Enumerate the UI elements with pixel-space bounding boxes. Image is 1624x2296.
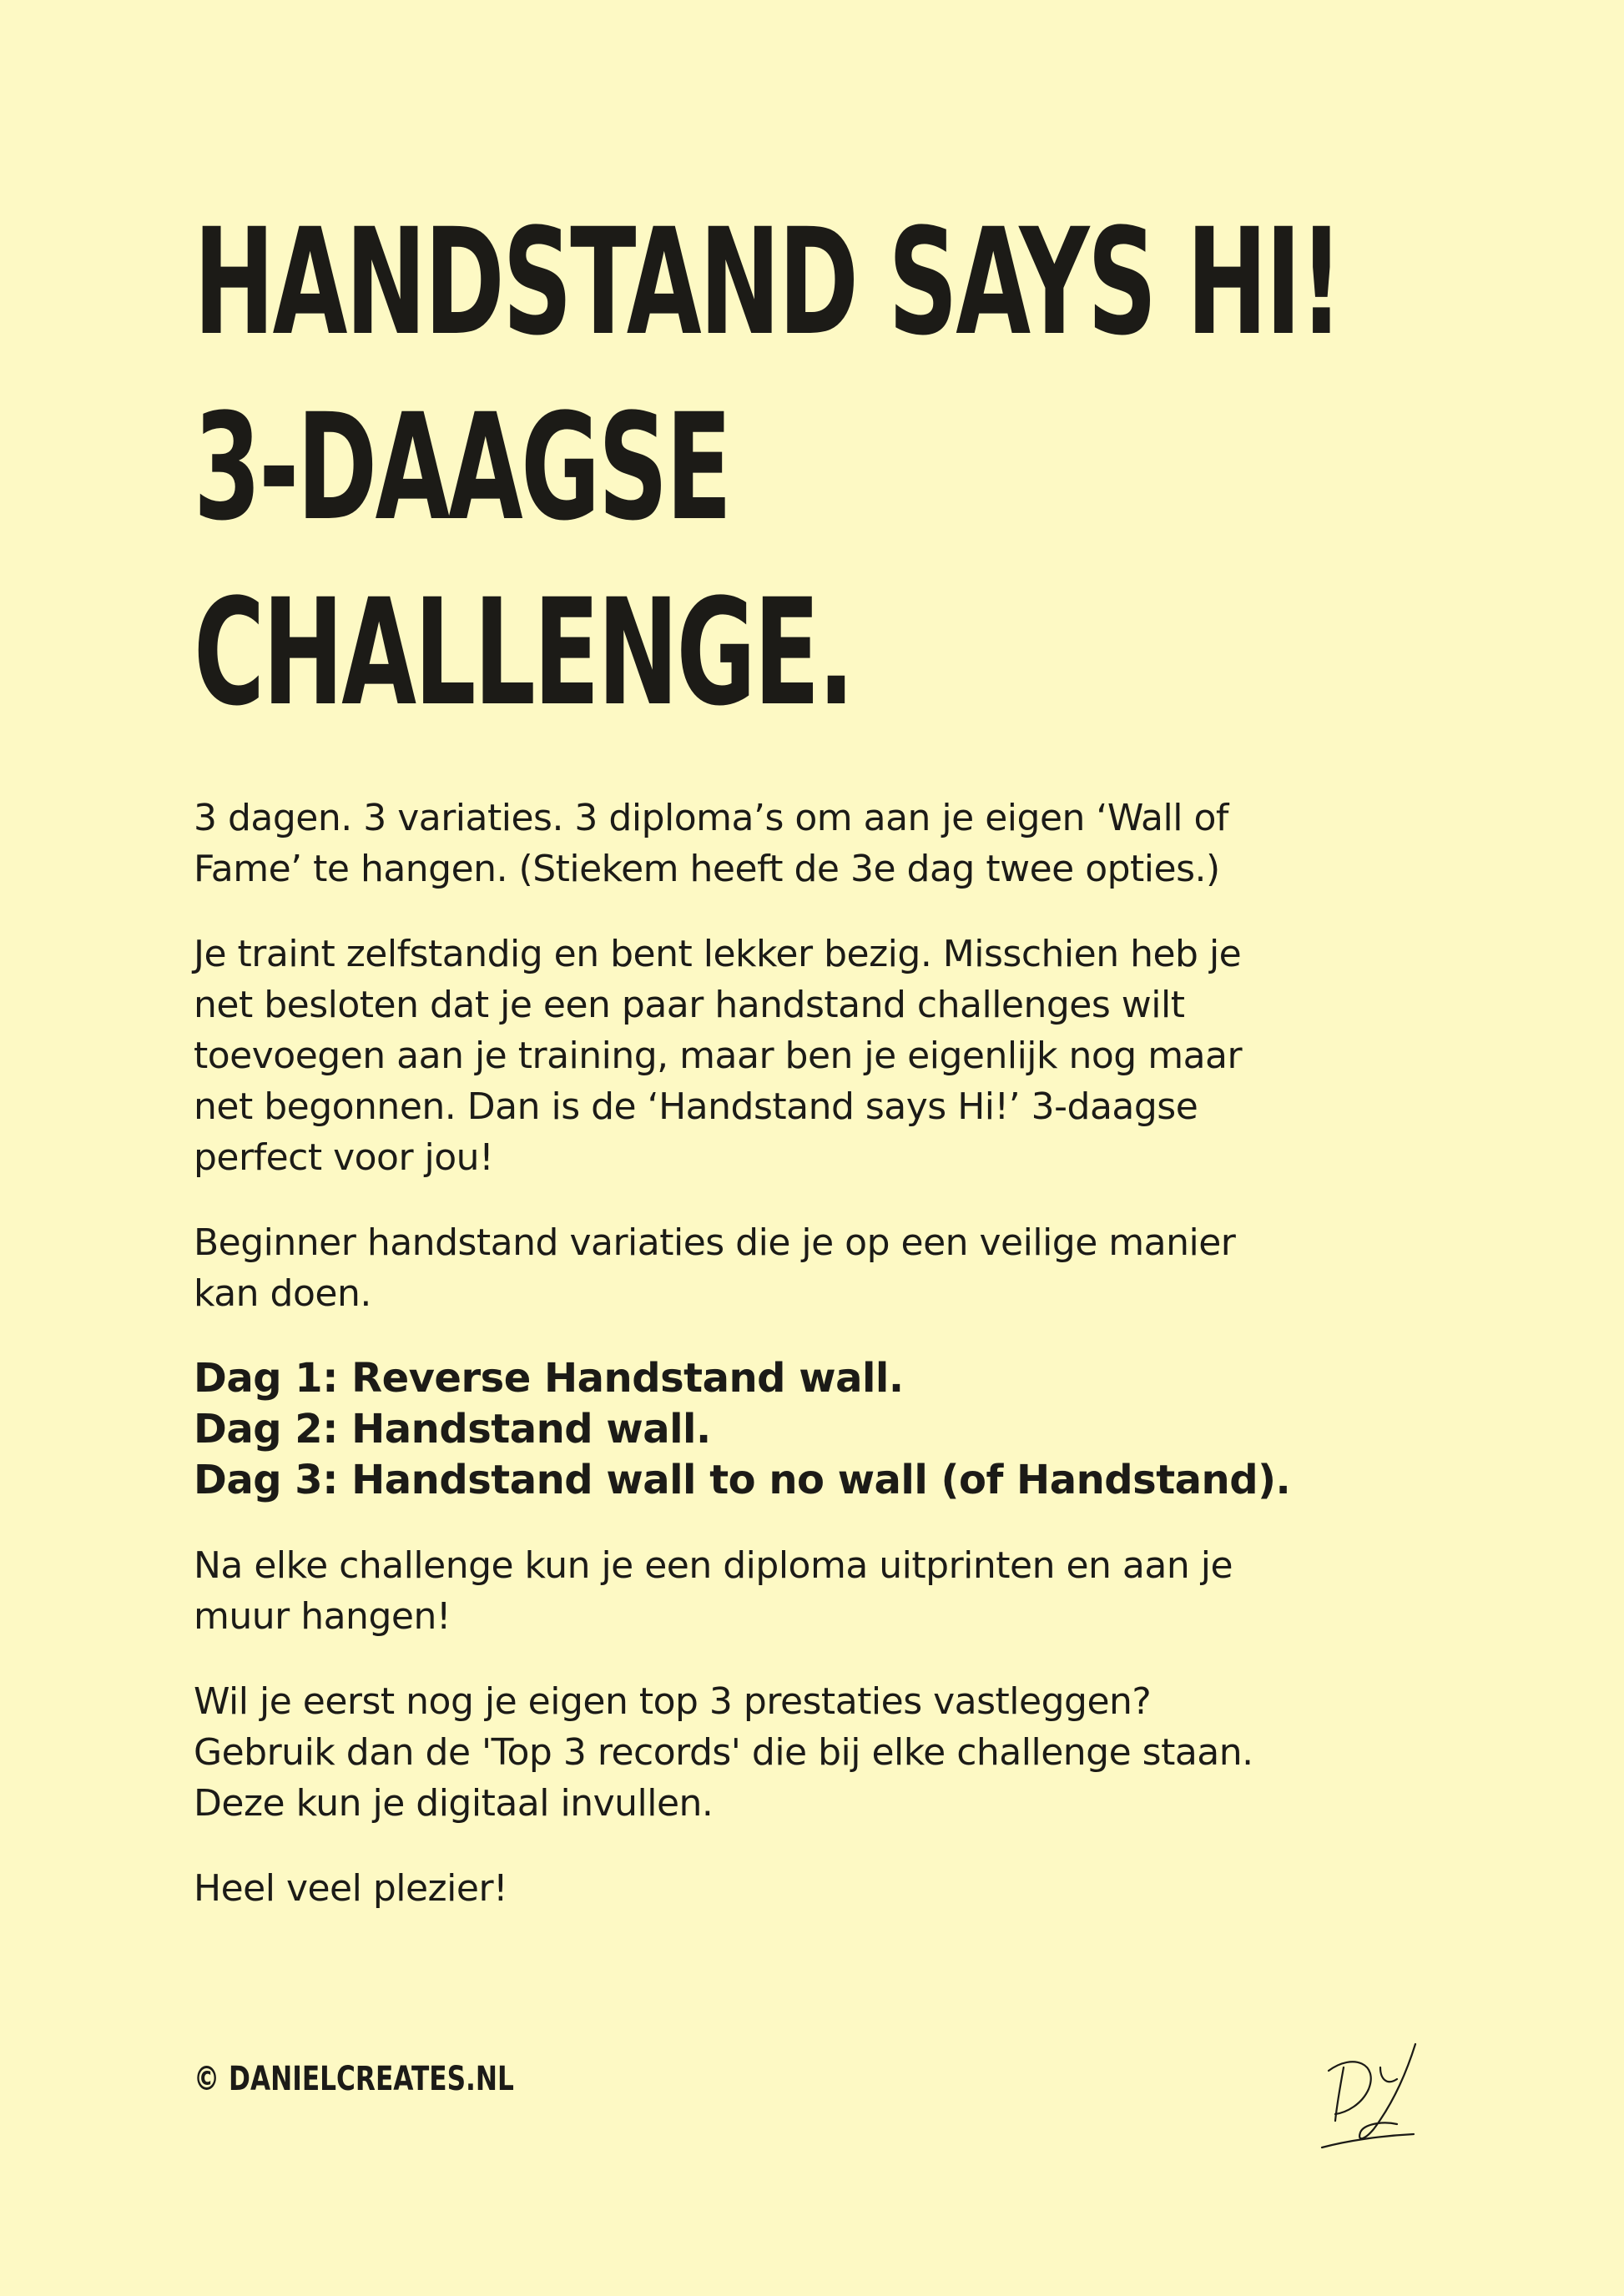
records-line: Wil je eerst nog je eigen top 3 prestaties vastleggen? — [194, 1680, 1152, 1723]
diploma-line: muur hangen! — [194, 1595, 451, 1638]
page-title — [194, 190, 1342, 746]
day-item-2: Dag 2: Handstand wall. — [194, 1406, 711, 1453]
records-line: Gebruik dan de 'Top 3 records' die bij elke challenge staan. — [194, 1731, 1253, 1774]
closing-paragraph — [194, 1863, 1462, 1914]
records-paragraph — [194, 1676, 1462, 1829]
closing-line: Heel veel plezier! — [194, 1867, 508, 1910]
diploma-paragraph — [194, 1540, 1462, 1642]
records-line: Deze kun je digitaal invullen. — [194, 1782, 714, 1825]
beginner-paragraph — [194, 1217, 1462, 1319]
description-line: Je traint zelfstandig en bent lekker bezig. Misschien heb je — [194, 933, 1242, 975]
title-line-3: CHALLENGE. — [194, 567, 853, 738]
description-line: toevoegen aan je training, maar ben je eigenlijk nog maar — [194, 1035, 1243, 1077]
handwritten-signature-icon — [1310, 2027, 1427, 2161]
intro-line: Fame’ te hangen. (Stiekem heeft de 3e dag twee opties.) — [194, 848, 1220, 890]
description-line: perfect voor jou! — [194, 1136, 494, 1179]
beginner-line: Beginner handstand variaties die je op een veilige manier — [194, 1221, 1236, 1264]
beginner-line: kan doen. — [194, 1272, 371, 1315]
description-paragraph — [194, 929, 1462, 1183]
day-list — [194, 1353, 1462, 1506]
description-line: net besloten dat je een paar handstand challenges wilt — [194, 984, 1185, 1026]
day-item-3: Dag 3: Handstand wall to no wall (of Handstand). — [194, 1457, 1291, 1503]
day-item-1: Dag 1: Reverse Handstand wall. — [194, 1355, 904, 1402]
copyright-notice: © DANIELCREATES.NL — [194, 2060, 514, 2098]
description-line: net begonnen. Dan is de ‘Handstand says Hi!’ 3-daagse — [194, 1085, 1198, 1128]
diploma-line: Na elke challenge kun je een diploma uitprinten en aan je — [194, 1544, 1233, 1587]
title-line-2: 3-DAAGSE — [194, 382, 730, 553]
intro-line: 3 dagen. 3 variaties. 3 diploma’s om aan je eigen ‘Wall of — [194, 797, 1228, 839]
intro-paragraph — [194, 793, 1462, 894]
body-text — [194, 793, 1462, 1948]
title-line-1: HANDSTAND SAYS HI! — [194, 197, 1342, 368]
